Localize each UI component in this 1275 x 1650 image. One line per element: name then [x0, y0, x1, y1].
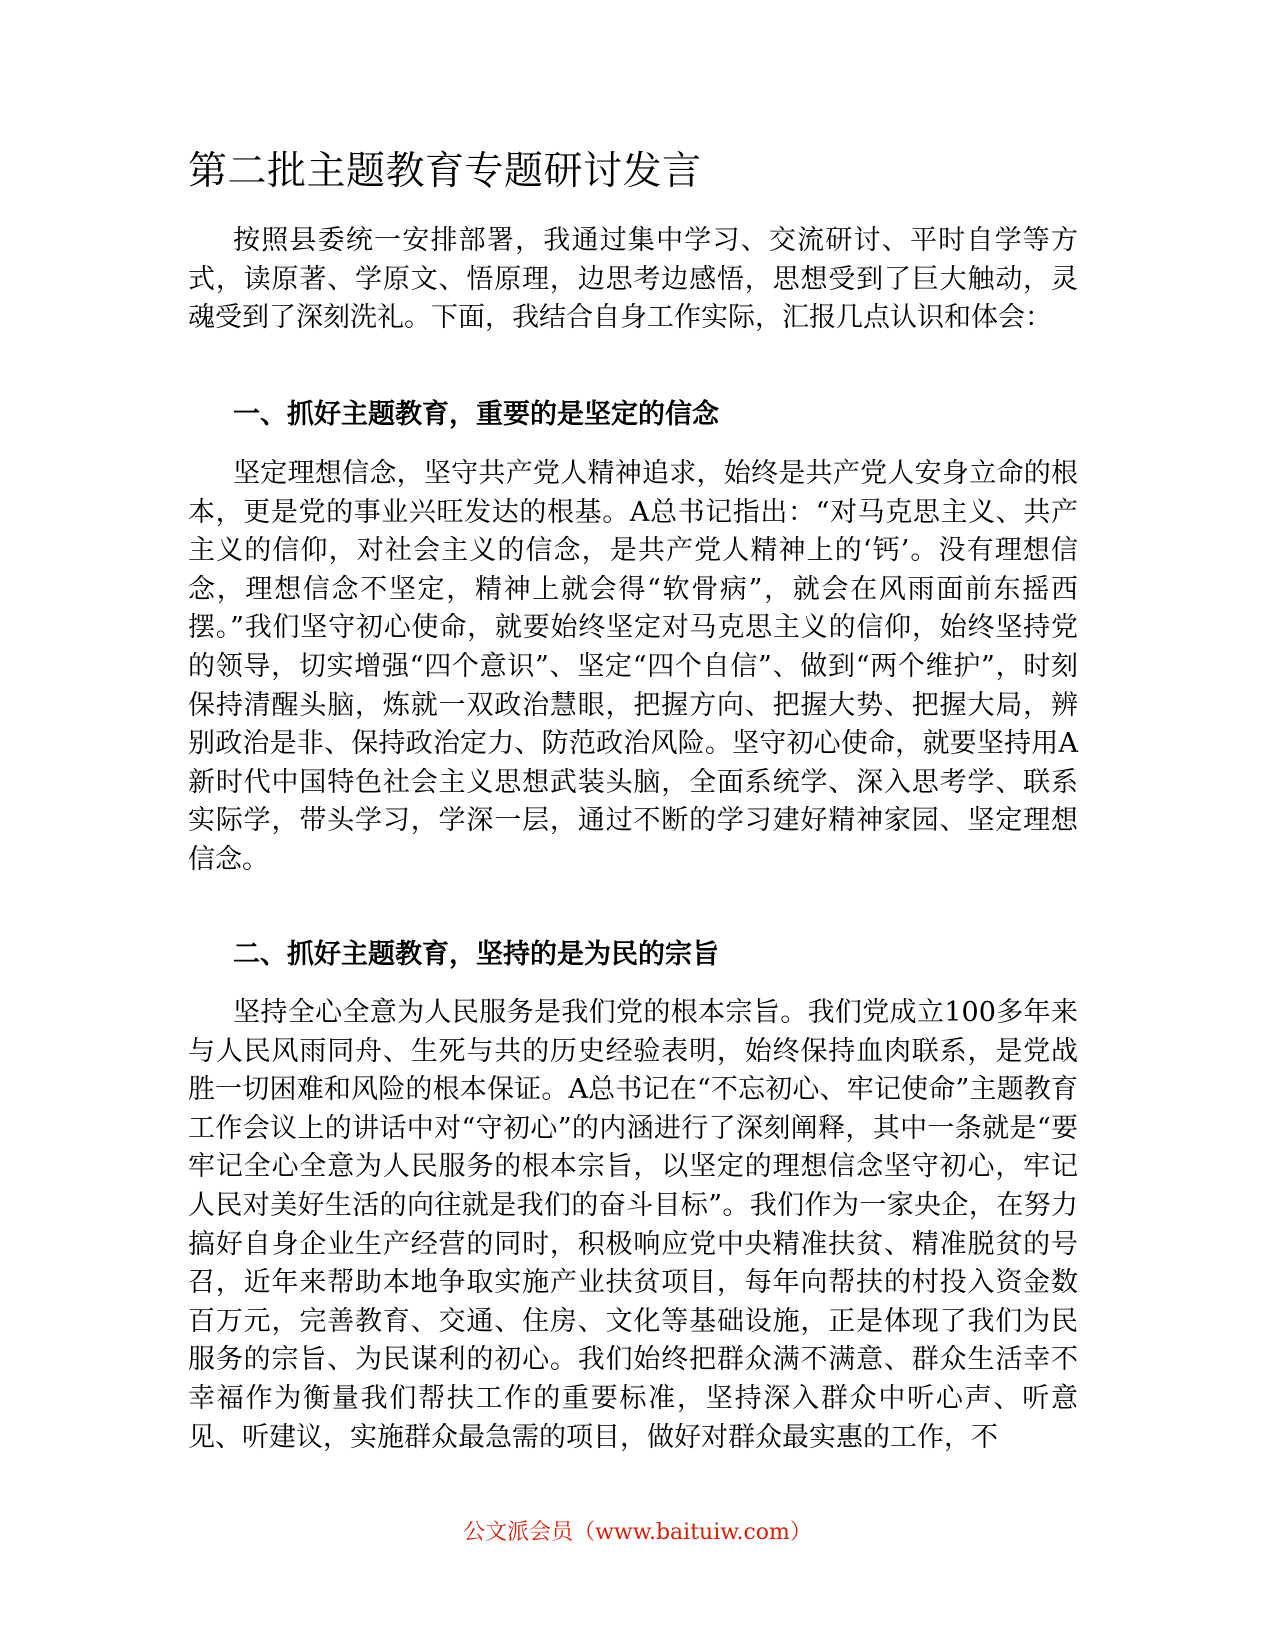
section-2-paragraph: 坚持全心全意为人民服务是我们党的根本宗旨。我们党成立100多年来与人民风雨同舟、生死与共的历史经验表明，始终保持血肉联系，是党战胜一切困难和风险的根本保证。A总书记在“不忘初心、牢记使命”主题教育工作会议上的讲话中对“守初心”的内涵进行了深刻阐释，其中一条就是“要牢记全心全意为人民服务的根本宗旨，以坚定的理想信念坚守初心，牢记人民对美好生活的向往就是我们的奋斗目标”。我们作为一家央企，在努力搞好自身企业生产经营的同时，积极响应党中央精准扶贫、精准脱贫的号召，近年来帮助本地争取实施产业扶贫项目，每年向帮扶的村投入资金数百万元，完善教育、交通、住房、文化等基础设施，正是体现了我们为民服务的宗旨、为民谋利的初心。我们始终把群众满不满意、群众生活幸不幸福作为衡量我们帮扶工作的重要标准，坚持深入群众中听心声、听意见、听建议，实施群众最急需的项目，做好对群众最实惠的工作，不 — [188, 997, 1078, 1453]
section-1-heading: 一、抓好主题教育，重要的是坚定的信念 — [233, 399, 719, 430]
section-2-heading: 二、抓好主题教育，坚持的是为民的宗旨 — [233, 939, 719, 970]
document-title: 第二批主题教育专题研讨发言 — [188, 149, 702, 194]
footer-watermark-link[interactable]: 公文派会员（www.baituiw.com） — [463, 1520, 812, 1545]
intro-paragraph: 按照县委统一安排部署，我通过集中学习、交流研讨、平时自学等方式，读原著、学原文、悟原理，边思考边感悟，思想受到了巨大触动，灵魂受到了深刻洗礼。下面，我结合自身工作实际，汇报几点认识和体会： — [188, 225, 1078, 334]
section-1-paragraph: 坚定理想信念，坚守共产党人精神追求，始终是共产党人安身立命的根本，更是党的事业兴旺发达的根基。A总书记指出：“对马克思主义、共产主义的信仰，对社会主义的信念，是共产党人精神上的‘钙’。没有理想信念，理想信念不坚定，精神上就会得“软骨病”，就会在风雨面前东摇西摆。”我们坚守初心使命，就要始终坚定对马克思主义的信仰，始终坚持党的领导，切实增强“四个意识”、坚定“四个自信”、做到“两个维护”，时刻保持清醒头脑，炼就一双政治慧眼，把握方向、把握大势、把握大局，辨别政治是非、保持政治定力、防范政治风险。坚守初心使命，就要坚持用A新时代中国特色社会主义思想武装头脑，全面系统学、深入思考学、联系实际学，带头学习，学深一层，通过不断的学习建好精神家园、坚定理想信念。 — [188, 458, 1078, 875]
